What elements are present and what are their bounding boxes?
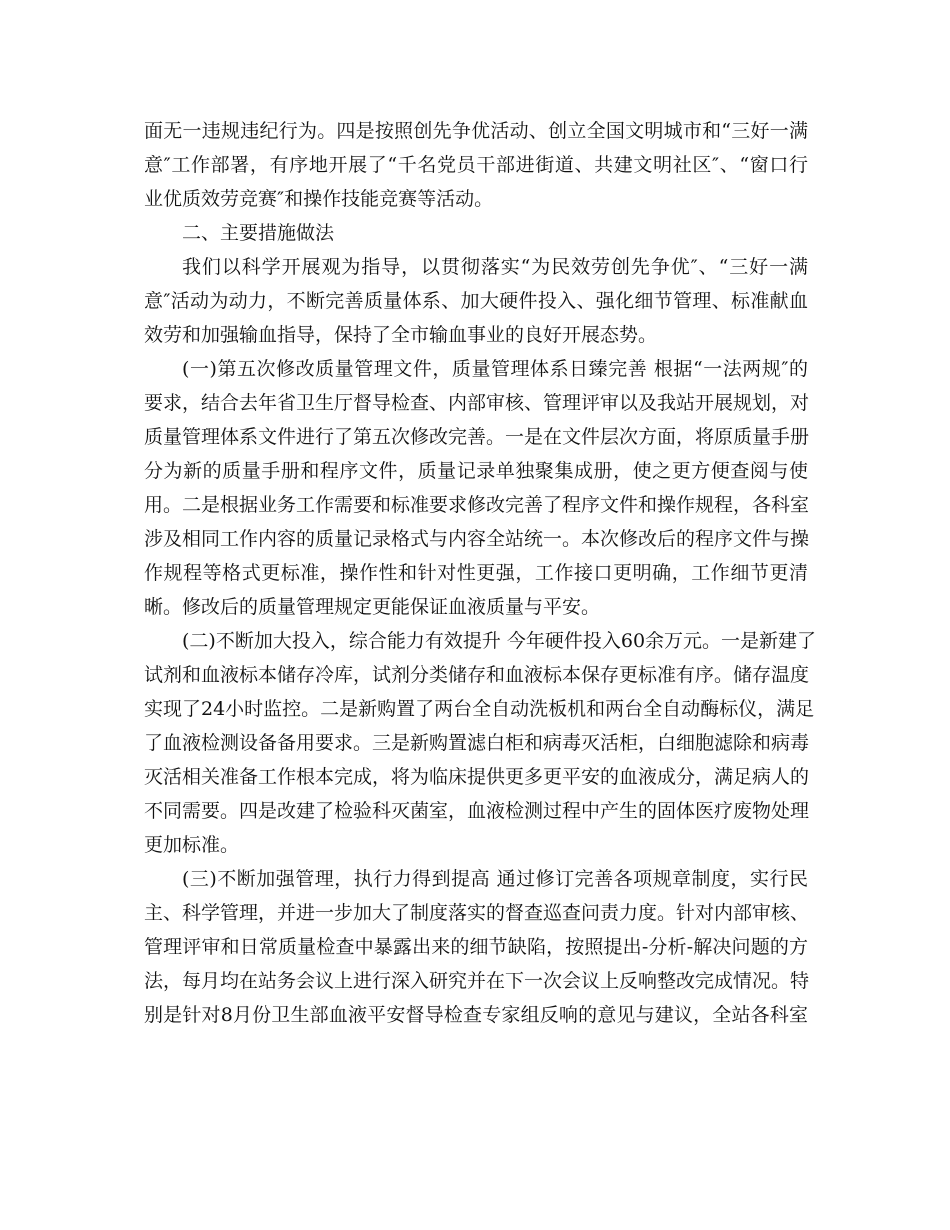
text-line: 管理评审和日常质量检查中暴露出来的细节缺陷，按照提出-分析-解决问题的方 (144, 936, 808, 958)
text-line: 晰。修改后的质量管理规定更能保证血液质量与平安。 (144, 596, 601, 618)
text-line: 面无一违规违纪行为。四是按照创先争优活动、创立全国文明城市和“三好一满 (144, 120, 808, 142)
text-line: 别是针对8月份卫生部血液平安督导检查专家组反响的意见与建议，全站各科室 (144, 1004, 808, 1026)
text-line: 效劳和加强输血指导，保持了全市输血事业的良好开展态势。 (144, 324, 658, 346)
text-line: 意″工作部署，有序地开展了“千名党员干部进街道、共建文明社区″、“窗口行 (144, 154, 808, 176)
text-line: 更加标准。 (144, 834, 240, 856)
text-line: 主、科学管理，并进一步加大了制度落实的督查巡查问责力度。针对内部审核、 (144, 902, 810, 924)
text-line: 法，每月均在站务会议上进行深入研究并在下一次会议上反响整改完成情况。特 (144, 970, 810, 992)
text-line: 试剂和血液标本储存冷库，试剂分类储存和血液标本保存更标准有序。储存温度 (144, 664, 810, 686)
text-line: 涉及相同工作内容的质量记录格式与内容全站统一。本次修改后的程序文件与操 (144, 528, 810, 550)
document-body (144, 114, 817, 1032)
text-line: 用。二是根据业务工作需要和标准要求修改完善了程序文件和操作规程，各科室 (144, 494, 810, 516)
text-line: 意″活动为动力，不断完善质量体系、加大硬件投入、强化细节管理、标准献血 (144, 290, 808, 312)
text-line: 实现了24小时监控。二是新购置了两台全自动洗板机和两台全自动酶标仪，满足 (144, 698, 815, 720)
text-line: 作规程等格式更标准，操作性和针对性更强，工作接口更明确，工作细节更清 (144, 562, 808, 584)
text-line: 业优质效劳竞赛″和操作技能竞赛等活动。 (144, 188, 494, 210)
text-line: 灭活相关准备工作根本完成，将为临床提供更多更平安的血液成分，满足病人的 (144, 766, 810, 788)
text-line: 了血液检测设备备用要求。三是新购置滤白柜和病毒灭活柜，白细胞滤除和病毒 (144, 732, 810, 754)
text-line: 分为新的质量手册和程序文件，质量记录单独聚集成册，使之更方便查阅与使 (144, 460, 808, 482)
text-line: (二)不断加大投入，综合能力有效提升 今年硬件投入60余万元。一是新建了 (182, 630, 817, 652)
text-line: 质量管理体系文件进行了第五次修改完善。一是在文件层次方面，将原质量手册 (144, 426, 810, 448)
text-line: 要求，结合去年省卫生厅督导检查、内部审核、管理评审以及我站开展规划，对 (144, 392, 810, 414)
text-line: 我们以科学开展观为指导，以贯彻落实“为民效劳创先争优″、“三好一满 (182, 256, 808, 278)
text-line: 二、主要措施做法 (182, 222, 335, 244)
text-line: (一)第五次修改质量管理文件，质量管理体系日臻完善 根据“一法两规″的 (182, 358, 808, 380)
text-line: 不同需要。四是改建了检验科灭菌室，血液检测过程中产生的固体医疗废物处理 (144, 800, 810, 822)
text-line: (三)不断加强管理，执行力得到提高 通过修订完善各项规章制度，实行民 (182, 868, 808, 890)
